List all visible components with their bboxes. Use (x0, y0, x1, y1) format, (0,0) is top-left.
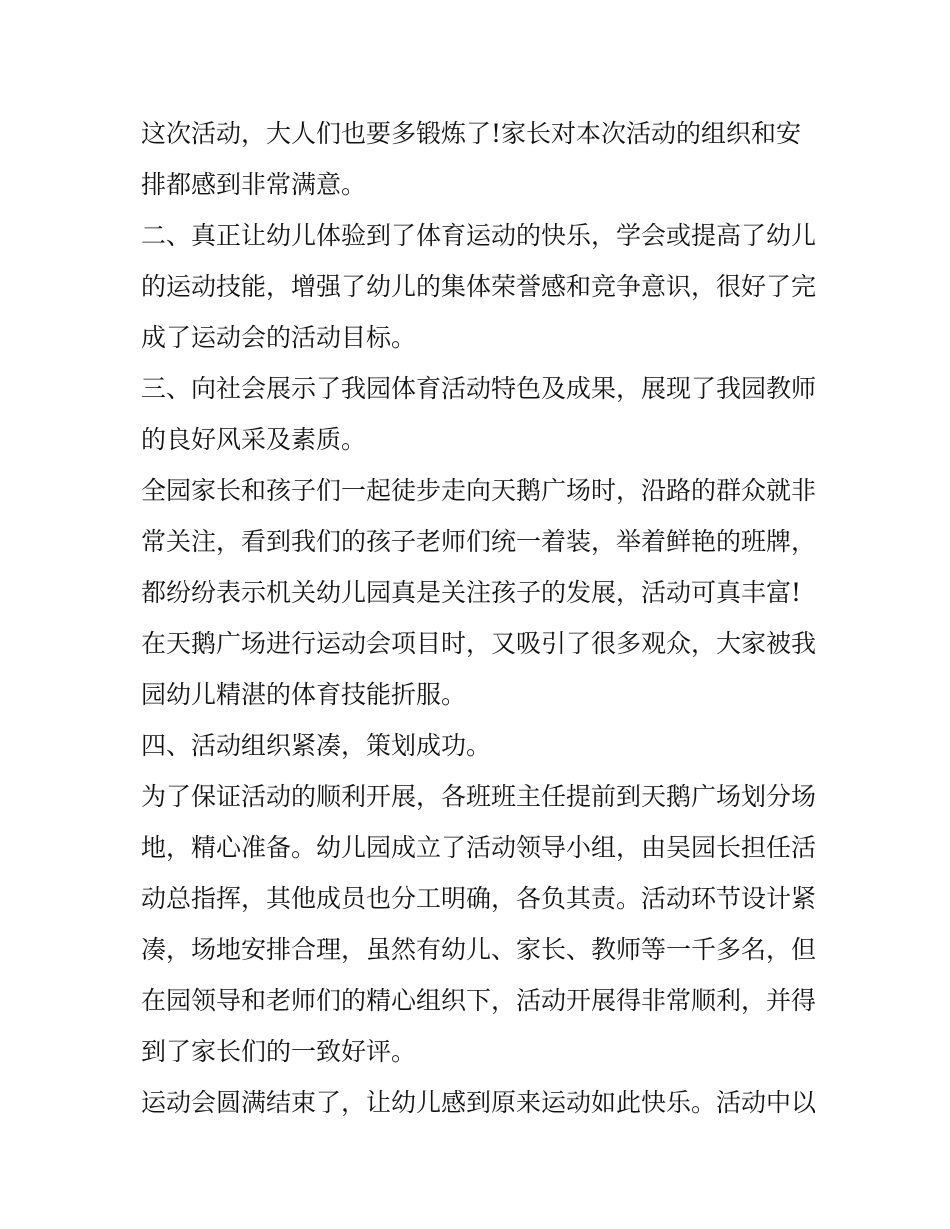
text-line-14: 为了保证活动的顺利开展，各班班主任提前到天鹅广场划分场 (141, 782, 817, 811)
text-line-5: 成了运动会的活动目标。 (141, 323, 417, 352)
text-line-20: 运动会圆满结束了，让幼儿感到原来运动如此快乐。活动中以 (141, 1088, 817, 1117)
text-line-16: 动总指挥，其他成员也分工明确，各负其责。活动环节设计紧 (141, 884, 817, 913)
body-text (141, 108, 817, 1128)
text-line-18: 在园领导和老师们的精心组织下，活动开展得非常顺利，并得 (141, 986, 817, 1015)
text-line-3: 二、真正让幼儿体验到了体育运动的快乐，学会或提高了幼儿 (141, 221, 817, 250)
text-line-17: 凑，场地安排合理，虽然有幼儿、家长、教师等一千多名，但 (141, 935, 817, 964)
text-line-7: 的良好风采及素质。 (141, 425, 367, 454)
text-line-15: 地，精心准备。幼儿园成立了活动领导小组，由吴园长担任活 (141, 833, 817, 862)
text-line-6: 三、向社会展示了我园体育活动特色及成果，展现了我园教师 (141, 374, 817, 403)
text-line-13: 四、活动组织紧凑，策划成功。 (141, 731, 492, 760)
text-line-8: 全园家长和孩子们一起徒步走向天鹅广场时，沿路的群众就非 (141, 476, 817, 505)
text-line-2: 排都感到非常满意。 (141, 170, 367, 199)
text-line-10: 都纷纷表示机关幼儿园真是关注孩子的发展，活动可真丰富! (141, 578, 802, 607)
text-line-19: 到了家长们的一致好评。 (141, 1037, 417, 1066)
text-line-1: 这次活动，大人们也要多锻炼了!家长对本次活动的组织和安 (141, 119, 802, 148)
text-line-12: 园幼儿精湛的体育技能折服。 (141, 680, 467, 709)
text-line-11: 在天鹅广场进行运动会项目时，又吸引了很多观众，大家被我 (141, 629, 817, 658)
text-line-9: 常关注，看到我们的孩子老师们统一着装，举着鲜艳的班牌， (141, 527, 817, 556)
text-line-4: 的运动技能，增强了幼儿的集体荣誉感和竞争意识，很好了完 (141, 272, 817, 301)
